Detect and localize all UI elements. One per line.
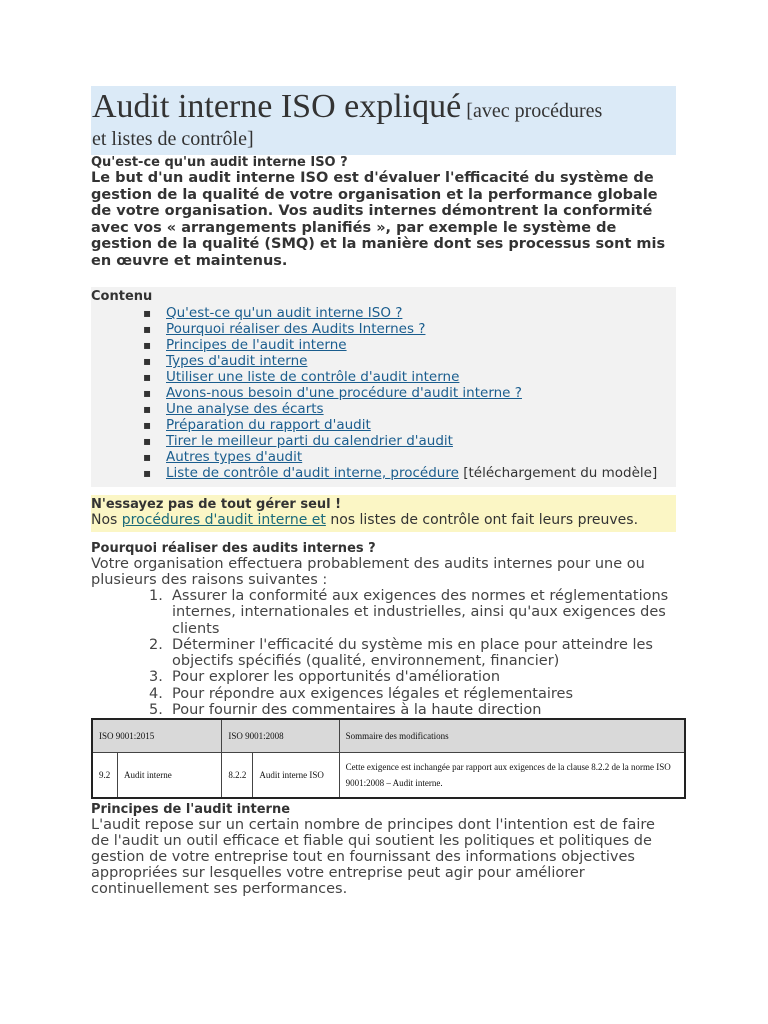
- list-item: [143, 305, 676, 321]
- list-item: [143, 385, 676, 401]
- why-heading: Pourquoi réaliser des audits internes ?: [91, 541, 376, 556]
- list-item: [143, 369, 676, 385]
- page-title: Audit interne ISO expliqué: [92, 88, 462, 125]
- list-item: [143, 417, 676, 433]
- why-section: [91, 541, 676, 718]
- procedures-link[interactable]: procédures d'audit interne et: [121, 512, 326, 528]
- reason-text: Pour répondre aux exigences légales et réglementaires: [172, 685, 574, 702]
- toc-link[interactable]: Liste de contrôle d'audit interne, procédure: [166, 465, 459, 481]
- bullet-icon: ▪: [143, 338, 152, 352]
- table-cell: 8.2.2: [222, 753, 253, 799]
- bullet-icon: ▪: [143, 306, 152, 320]
- list-item: 1. Assurer la conformité aux exigences des normes et réglementations internes, internationales et industrielles, ainsi qu'aux exigences des clients: [149, 588, 669, 637]
- iso-comparison-table: [91, 718, 686, 799]
- bullet-icon: ▪: [143, 354, 152, 368]
- list-item: 5. Pour fournir des commentaires à la haute direction: [149, 702, 542, 719]
- table-header-cell: ISO 9001:2008: [222, 719, 339, 753]
- callout-text: [91, 512, 676, 529]
- bullet-icon: ▪: [143, 450, 152, 464]
- list-item: [143, 465, 676, 481]
- reason-text: Assurer la conformité aux exigences des normes et réglementations internes, internationales et industrielles, ainsi qu'aux exigences des clients: [172, 588, 669, 637]
- list-item: [143, 401, 676, 417]
- toc-list: [91, 305, 676, 481]
- page-title-subtitle-2: et listes de contrôle]: [92, 128, 254, 150]
- intro-paragraph: Le but d'un audit interne ISO est d'évaluer l'efficacité du système de gestion de la qualité de votre organisation et la performance globale de votre organisation. Vos audits internes démontrent la conformité avec vos « arrangements planifiés », par exemple le système de gestion de la qualité (SMQ) et la manière dont ses processus sont mis en œuvre et maintenus.: [91, 170, 666, 269]
- toc-link[interactable]: Tirer le meilleur parti du calendrier d'audit: [166, 433, 453, 449]
- toc-link-suffix: [téléchargement du modèle]: [463, 465, 658, 481]
- table-header-cell: ISO 9001:2015: [92, 719, 222, 753]
- bullet-icon: ▪: [143, 434, 152, 448]
- callout-note: [91, 495, 676, 532]
- toc-link[interactable]: Préparation du rapport d'audit: [166, 417, 371, 433]
- principles-heading: Principes de l'audit interne: [91, 802, 291, 818]
- callout-suffix: nos listes de contrôle ont fait leurs preuves.: [325, 512, 639, 528]
- bullet-icon: ▪: [143, 402, 152, 416]
- toc-link[interactable]: Une analyse des écarts: [166, 401, 324, 417]
- toc-link[interactable]: Utiliser une liste de contrôle d'audit interne: [166, 369, 460, 385]
- list-item: 2. Déterminer l'efficacité du système mis en place pour atteindre les objectifs spécifiés (qualité, environnement, financier): [149, 636, 653, 670]
- toc-heading: Contenu: [91, 289, 153, 304]
- bullet-icon: ▪: [143, 418, 152, 432]
- toc-link[interactable]: Pourquoi réaliser des Audits Internes ?: [166, 321, 426, 337]
- bullet-icon: ▪: [143, 466, 152, 480]
- reason-text: Déterminer l'efficacité du système mis en place pour atteindre les objectifs spécifiés (qualité, environnement, financier): [172, 636, 653, 670]
- reason-text: Pour fournir des commentaires à la haute direction: [172, 702, 542, 719]
- toc-link[interactable]: Types d'audit interne: [166, 353, 308, 369]
- why-intro: Votre organisation effectuera probablement des audits internes pour une ou plusieurs des raisons suivantes :: [91, 556, 645, 588]
- table-cell: Cette exigence est inchangée par rapport aux exigences de la clause 8.2.2 de la norme ISO 9001:2008 – Audit interne.: [339, 753, 685, 799]
- reason-text: Pour explorer les opportunités d'amélioration: [172, 669, 501, 686]
- table-cell: Audit interne ISO: [253, 753, 339, 799]
- table-header-cell: Sommaire des modifications: [339, 719, 685, 753]
- reasons-list: [91, 588, 676, 718]
- callout-prefix: Nos: [91, 512, 122, 528]
- toc-link[interactable]: Principes de l'audit interne: [166, 337, 347, 353]
- callout-heading: N'essayez pas de tout gérer seul !: [91, 497, 342, 512]
- table-of-contents: [91, 287, 676, 487]
- bullet-icon: ▪: [143, 370, 152, 384]
- list-item: [143, 353, 676, 369]
- toc-link[interactable]: Autres types d'audit: [166, 449, 303, 465]
- table-cell: Audit interne: [118, 753, 222, 799]
- list-item: [143, 433, 676, 449]
- list-item: [143, 321, 676, 337]
- intro-question: Qu'est-ce qu'un audit interne ISO ?: [91, 155, 348, 170]
- principles-paragraph: L'audit repose sur un certain nombre de principes dont l'intention est de faire de l'audit un outil efficace et fiable qui soutient les politiques et politiques de gestion de votre entreprise tout en fournissant des informations objectives appropriées sur lesquelles votre entreprise peut agir pour améliorer continuellement ses performances.: [91, 817, 655, 898]
- list-item: 3. Pour explorer les opportunités d'amélioration: [149, 669, 501, 686]
- list-item: [143, 449, 676, 465]
- list-item: [143, 337, 676, 353]
- bullet-icon: ▪: [143, 386, 152, 400]
- bullet-icon: ▪: [143, 322, 152, 336]
- title-banner: [91, 86, 676, 155]
- document-page: [91, 86, 676, 897]
- table-row: [92, 753, 685, 799]
- list-item: 4. Pour répondre aux exigences légales et réglementaires: [149, 685, 574, 702]
- toc-link[interactable]: Qu'est-ce qu'un audit interne ISO ?: [166, 305, 403, 321]
- table-cell: 9.2: [92, 753, 118, 799]
- page-title-subtitle-1: [avec procédures: [466, 100, 603, 122]
- table-header-row: [92, 719, 685, 753]
- toc-link[interactable]: Avons-nous besoin d'une procédure d'audit interne ?: [166, 385, 522, 401]
